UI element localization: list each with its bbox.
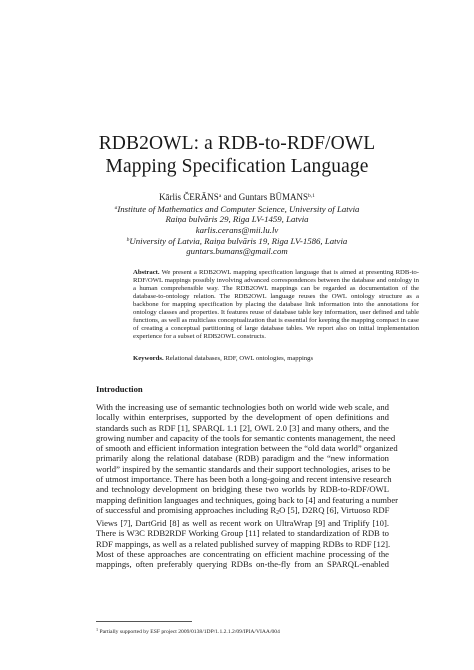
author-2-affil-marker: b,1: [308, 193, 315, 199]
body-line: primarily along the relational database (RDB) paradigm and the “new information: [96, 453, 389, 464]
affiliation-b-email: guntars.bumans@gmail.com: [186, 245, 288, 256]
body-line: mappings, often preferably querying RDBs on-the-fly from an SPARQL-enabled: [96, 559, 389, 570]
body-line: and technology development on bridging these two worlds by RDB-to-RDF/OWL: [96, 484, 389, 495]
affiliation-b-line-1: $^b$University of Latvia, Raiņa bulvāris 19, Riga LV-1586, Latvia: [126, 236, 348, 246]
keywords-label: Keywords.: [133, 355, 164, 362]
author-list: [0, 191, 474, 203]
section-heading: Introduction: [96, 384, 143, 394]
paper-title-line-2: Mapping Specification Language: [105, 156, 369, 177]
keywords-text: Relational databases, RDF, OWL ontologies, mappings: [163, 355, 314, 362]
abstract-text: We present a RDB2OWL mapping specification language that is aimed at presenting RDB-to-RDF/OWL mappings possibly involving advanced correspondences between the database and ontology in a human comprehensible way. The RDB2OWL mappings can be regarded as documentation of the database-to-ontology relation. The RDB2OWL language reuses the OWL ontology structure as a backbone for mapping specification by placing the database link information into the annotations for ontology classes and properties. It features reuse of database table key information, user defined and table functions, as well as multiclass conceptualization that is essential for keeping the mapping compact in case of creating a conceptual partitioning of large database tables. We report also on initial implementation experience for a subset of RDB2OWL constructs.: [133, 269, 419, 341]
paper-title-line-1: RDB2OWL: a RDB-to-RDF/OWL: [98, 133, 376, 154]
affiliation-a-email: karlis.cerans@mii.lu.lv: [195, 224, 279, 235]
author-1: Kārlis ČERĀNS: [159, 192, 219, 202]
affiliation-a-marker: a: [114, 205, 118, 211]
affiliation-a-line-2: Raiņa bulvāris 29, Riga LV-1459, Latvia: [165, 214, 309, 224]
body-line: standards such as RDF [1], SPARQL 1.1 [2], OWL 2.0 [3] and many others, and the: [96, 422, 389, 433]
body-line: Views [7], DartGrid [8] as well as recent work on UltraWrap [9] and Triplify [10].: [96, 518, 389, 529]
footnote: [96, 626, 280, 636]
abstract-label: Abstract.: [133, 269, 160, 276]
body-line: growing number and capacity of the tools for semantic contents management, the need: [96, 432, 396, 443]
author-1-affil-marker: a: [218, 193, 222, 199]
footnote-divider: [96, 621, 192, 622]
keywords: [133, 355, 419, 363]
body-line: mapping definition languages and techniques, going back to [4] and featuring a number: [96, 494, 399, 505]
subscript: 2: [276, 509, 280, 516]
body-line: of successful and promising approaches including $R_2O$ [5], D2RQ [6], Virtuoso RDF: [96, 504, 390, 516]
body-line: locally within enterprises, supported by the development of open definitions and: [96, 412, 389, 423]
footnote-text: Partially supported by ESF project 2009/0138/1DP/1.1.2.1.2/09/IPIA/VIAA/004: [98, 629, 280, 635]
affiliation-a-line-1: $^a$Institute of Mathematics and Computer Science, University of Latvia: [114, 204, 360, 214]
body-line: of smooth and efficient information integration between the “old data world” organized: [96, 443, 398, 454]
body-line: RDF mappings, as well as a related published survey of mapping RDBs to RDF [12].: [96, 538, 391, 549]
affiliation-b-marker: b: [126, 237, 130, 243]
author-2: Guntars BŪMANS: [238, 192, 309, 202]
body-line: There is W3C RDB2RDF Working Group [11] related to standardization of RDB to: [96, 528, 389, 539]
footnote-marker: 1: [96, 627, 99, 632]
body-paragraph: [96, 402, 399, 570]
abstract: [133, 269, 419, 341]
body-line: With the increasing use of semantic technologies both on world wide web scale, and: [96, 402, 389, 412]
author-conjunction: and: [221, 192, 239, 202]
body-line: of utmost importance. There has been both a long-going and recent intensive research: [96, 473, 392, 484]
body-line: Most of these approaches are concentrating on efficient machine processing of the: [96, 548, 389, 559]
body-line: world” inspired by the semantic standards and their support technologies, arises to be: [96, 463, 391, 474]
